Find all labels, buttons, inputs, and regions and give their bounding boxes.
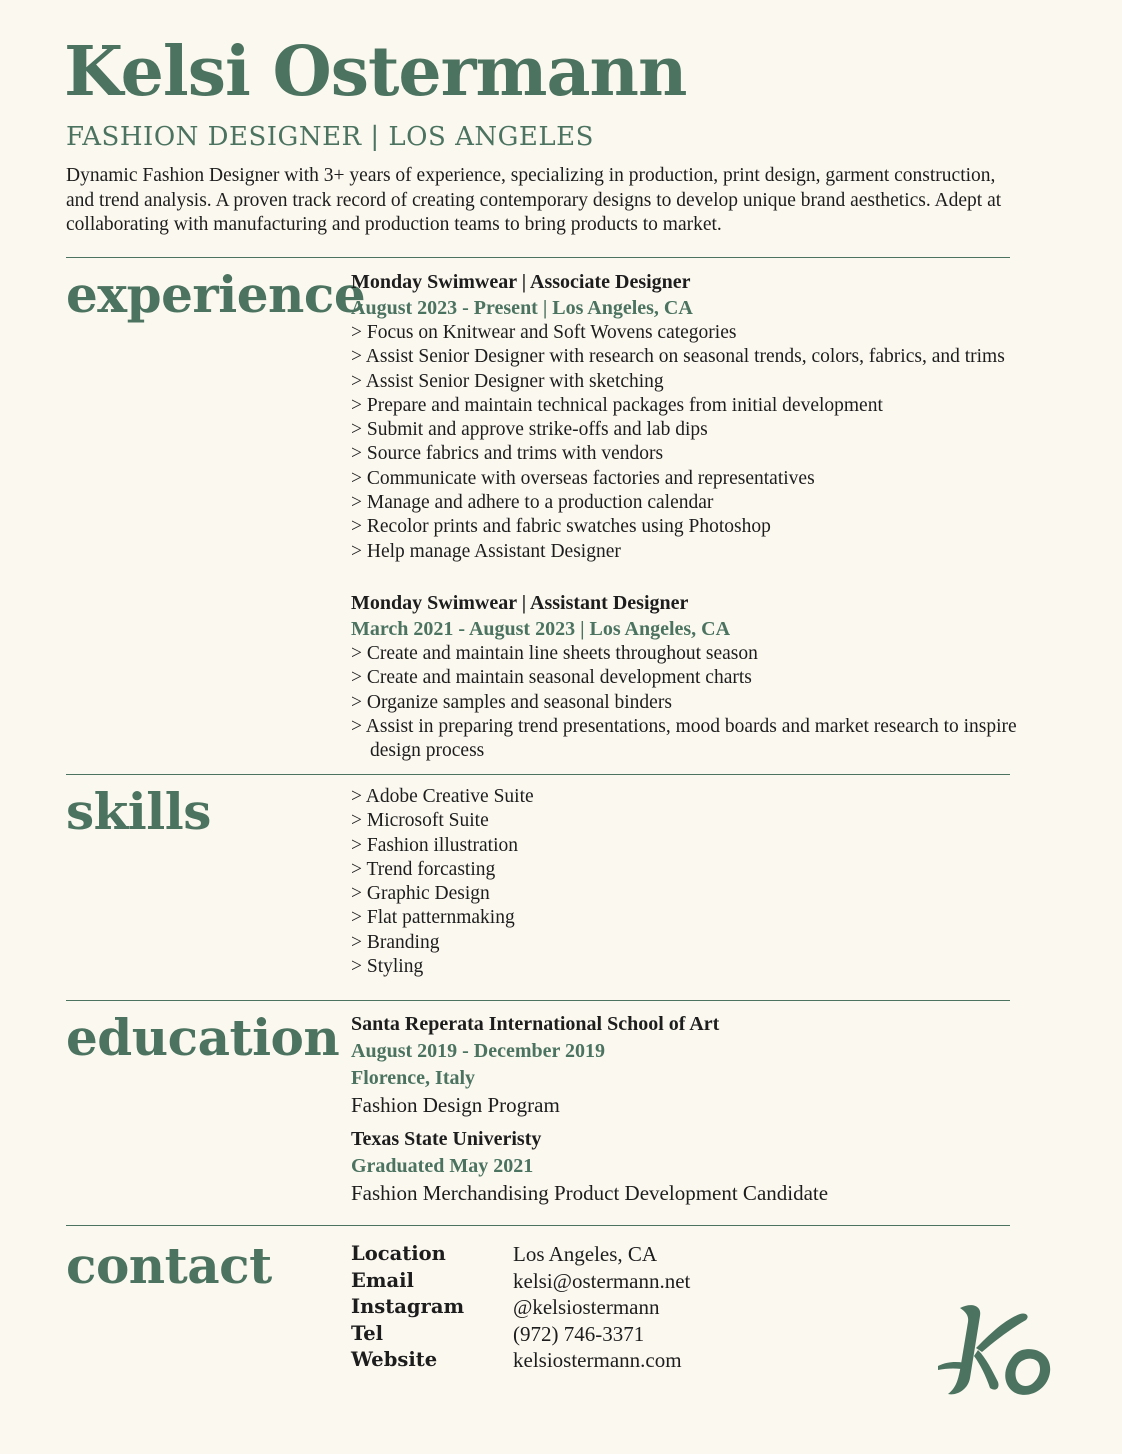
list-item: > Submit and approve strike-offs and lab dips [351,419,708,441]
list-item: > Help manage Assistant Designer [351,540,621,562]
school-program: Fashion Merchandising Product Development Candidate [351,1181,829,1205]
contact-instagram-link[interactable]: @kelsiostermann [513,1295,660,1319]
job-dates: August 2023 - Present | Los Angeles, CA [351,297,693,319]
list-item: > Focus on Knitwear and Soft Wovens categories [351,322,737,343]
resume-summary: Dynamic Fashion Designer with 3+ years of experience, specializing in production, print design, garment construction, and trend analysis. A proven track record of creating contemporary designs to develop unique brand aesthetics. Adept at collaborating with manufacturing and production teams to bring products to market. [66,165,1002,235]
job-title: Monday Swimwear | Assistant Designer [351,591,689,614]
list-item: > Trend forcasting [351,858,496,880]
list-item: > Microsoft Suite [351,810,489,832]
list-item: > Manage and adhere to a production calendar [351,492,714,514]
skills-heading: skills [66,782,211,841]
school-name: Texas State Univeristy [351,1128,542,1150]
list-item: > Styling [351,956,424,978]
list-item: > Graphic Design [351,883,490,905]
resume-name: Kelsi Ostermann [64,32,687,112]
job-bullets [351,642,1051,763]
job-bullets [351,321,1051,564]
divider [66,257,1010,258]
ko-monogram-logo [930,1300,1060,1410]
job-entry [351,269,1051,564]
experience-section [351,269,1051,763]
school-location: Florence, Italy [351,1067,476,1089]
experience-heading: experience [66,265,366,324]
job-title: Monday Swimwear | Associate Designer [351,271,691,293]
education-section [351,1011,1051,1207]
list-item: > Assist Senior Designer with research on seasonal trends, colors, fabrics, and trims [351,346,1005,368]
contact-row [351,1268,1051,1295]
contact-label: Location [351,1242,446,1265]
contact-label: Instagram [351,1295,465,1318]
contact-email-link[interactable]: kelsi@ostermann.net [513,1268,691,1293]
divider [66,774,1010,775]
contact-label: Website [351,1348,438,1371]
list-item: > Create and maintain line sheets throughout season [351,642,758,664]
contact-phone: (972) 746-3371 [513,1321,645,1346]
contact-value: Los Angeles, CA [513,1242,658,1266]
skills-section [351,785,1051,979]
school-entry [351,1126,1051,1207]
list-item: > Organize samples and seasonal binders [351,691,672,713]
resume-subtitle: FASHION DESIGNER | LOS ANGELES [66,122,594,152]
list-item: > Assist Senior Designer with sketching [351,370,664,392]
list-item: > Communicate with overseas factories and representatives [351,467,815,489]
contact-row [351,1241,1051,1268]
school-entry [351,1011,1051,1119]
list-item: > Create and maintain seasonal development charts [351,667,752,689]
list-item: > Prepare and maintain technical packages from initial development [351,394,883,416]
list-item: > Flat patternmaking [351,907,515,929]
list-item: > Assist in preparing trend presentations, mood boards and market research to inspire design process [351,715,1017,762]
list-item: > Adobe Creative Suite [351,786,534,807]
contact-website-link[interactable]: kelsiostermann.com [513,1348,682,1372]
school-dates: Graduated May 2021 [351,1155,534,1177]
list-item: > Fashion illustration [351,834,518,856]
contact-heading: contact [66,1236,272,1295]
school-dates: August 2019 - December 2019 [351,1040,606,1062]
school-program: Fashion Design Program [351,1093,560,1117]
job-entry [351,590,1051,763]
contact-label: Email [351,1268,414,1292]
education-heading: education [66,1008,340,1067]
list-item: > Source fabrics and trims with vendors [351,443,664,465]
contact-label: Tel [351,1321,384,1345]
school-name: Santa Reperata International School of Art [351,1013,720,1035]
divider [66,1225,1010,1226]
job-dates: March 2021 - August 2023 | Los Angeles, CA [351,617,731,640]
divider [66,1000,1010,1001]
list-item: > Branding [351,931,440,953]
list-item: > Recolor prints and fabric swatches using Photoshop [351,516,771,538]
skills-list [351,785,1051,979]
